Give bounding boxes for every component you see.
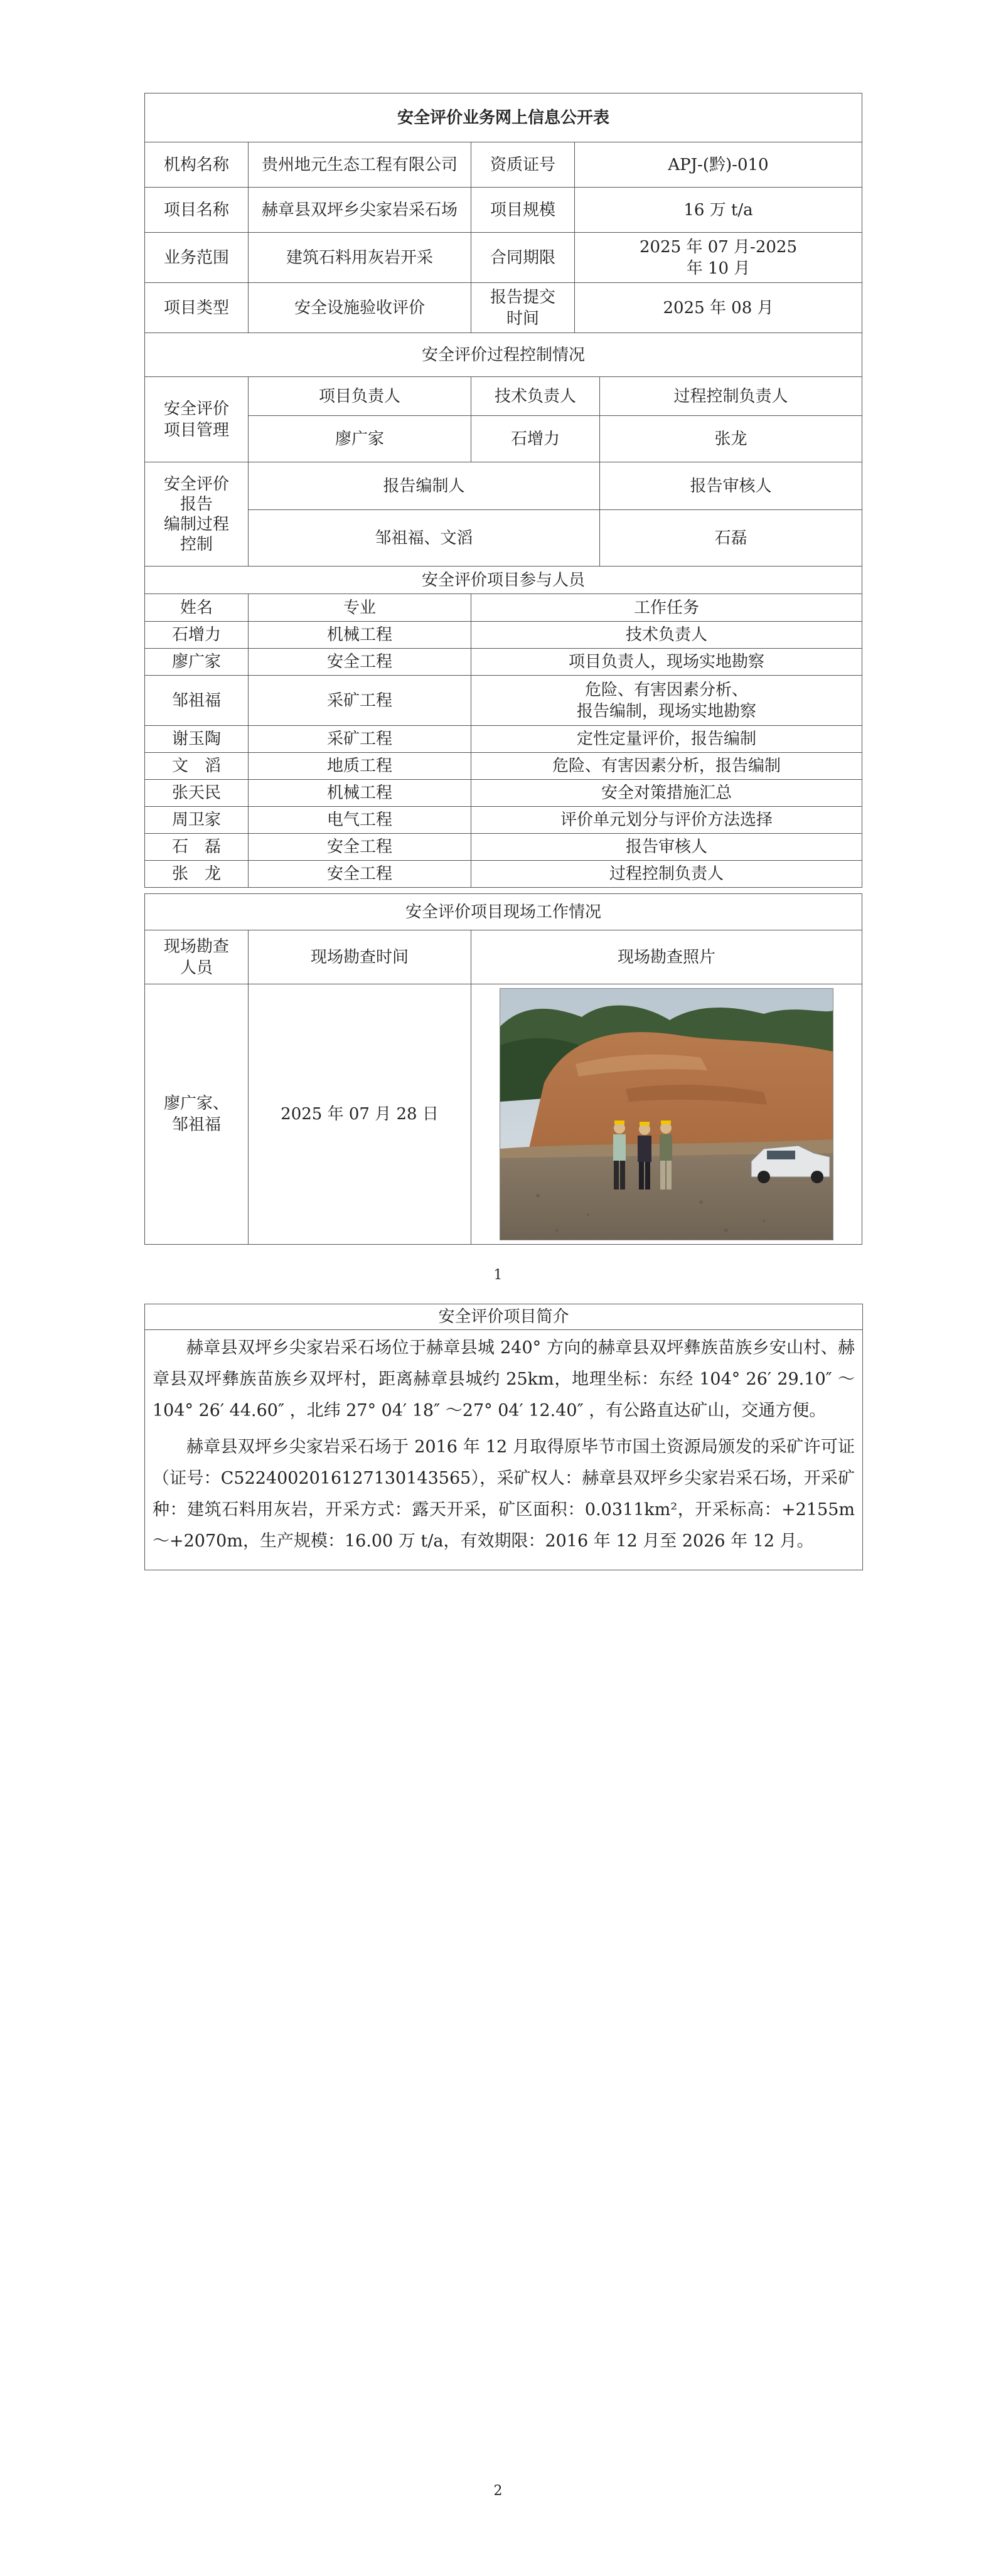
period-value: 2025 年 07 月-2025 年 10 月	[575, 233, 862, 283]
col-name-header: 姓名	[145, 594, 249, 622]
person-major: 机械工程	[249, 780, 471, 807]
table-row	[145, 753, 862, 780]
org-label: 机构名称	[145, 142, 249, 188]
page-number: 1	[493, 1267, 503, 1283]
intro-paragraph-1: 赫章县双坪乡尖家岩采石场位于赫章县城 240° 方向的赫章县双坪彝族苗族乡安山村、赫章县双坪彝族苗族乡双坪村，距离赫章县城约 25km，地理坐标：东经 104° 26′ 29.10″ ～104° 26′ 44.60″ ，北纬 27° 04′ 18″ ～27° 04′ 12.40″ ，有公路直达矿山，交通方便。	[153, 1338, 855, 1420]
intro-paragraph-2: 赫章县双坪乡尖家岩采石场于 2016 年 12 月取得原毕节市国土资源局颁发的采矿许可证（证号：C5224002016127130143565），采矿权人：赫章县双坪乡尖家岩采石场，开采矿种：建筑石料用灰岩，开采方式：露天开采，矿区面积：0.0311km²，开采标高：+2155m～+2070m，生产规模：16.00 万 t/a，有效期限：2016 年 12 月至 2026 年 12 月。	[153, 1437, 855, 1551]
tech-header: 技术负责人	[471, 377, 600, 416]
reviewer-value: 石磊	[600, 510, 862, 567]
scope-value: 建筑石料用灰岩开采	[249, 233, 471, 283]
cert-label: 资质证号	[471, 142, 575, 188]
table-row	[145, 807, 862, 834]
table-row	[145, 676, 862, 726]
table-row	[145, 622, 862, 649]
person-task: 项目负责人，现场实地勘察	[471, 649, 862, 676]
person-name: 谢玉陶	[145, 726, 249, 753]
cert-value: APJ-(黔)-010	[575, 142, 862, 188]
person-name: 廖广家	[145, 649, 249, 676]
site-photo-header: 现场勘查照片	[471, 930, 862, 984]
site-photo-cell	[471, 984, 862, 1245]
table-row	[145, 726, 862, 753]
person-major: 采矿工程	[249, 726, 471, 753]
col-task-header: 工作任务	[471, 594, 862, 622]
project-value: 赫章县双坪乡尖家岩采石场	[249, 188, 471, 233]
page-number: 2	[493, 2483, 503, 2499]
pm-value: 廖广家	[249, 416, 471, 462]
scale-label: 项目规模	[471, 188, 575, 233]
tech-value: 石增力	[471, 416, 600, 462]
intro-title: 安全评价项目简介	[145, 1304, 862, 1330]
person-name: 石增力	[145, 622, 249, 649]
site-people: 廖广家、 邹祖福	[145, 984, 249, 1245]
person-name: 文 滔	[145, 753, 249, 780]
report-label: 安全评价 报告 编制过程 控制	[145, 462, 249, 567]
site-table	[144, 893, 862, 1245]
person-major: 安全工程	[249, 649, 471, 676]
writer-header: 报告编制人	[249, 462, 600, 510]
table-row	[145, 649, 862, 676]
site-time: 2025 年 07 月 28 日	[249, 984, 471, 1245]
project-intro	[144, 1304, 863, 1570]
info-table	[144, 93, 862, 333]
process-table	[144, 333, 862, 567]
person-major: 安全工程	[249, 834, 471, 861]
pm-header: 项目负责人	[249, 377, 471, 416]
person-name: 张天民	[145, 780, 249, 807]
submit-label: 报告提交 时间	[471, 283, 575, 333]
personnel-table	[144, 566, 862, 888]
table-row	[145, 861, 862, 888]
mgmt-label: 安全评价 项目管理	[145, 377, 249, 462]
site-title: 安全评价项目现场工作情况	[145, 894, 862, 930]
site-photo	[500, 988, 833, 1240]
type-label: 项目类型	[145, 283, 249, 333]
reviewer-header: 报告审核人	[600, 462, 862, 510]
org-value: 贵州地元生态工程有限公司	[249, 142, 471, 188]
person-major: 采矿工程	[249, 676, 471, 726]
submit-value: 2025 年 08 月	[575, 283, 862, 333]
site-time-header: 现场勘查时间	[249, 930, 471, 984]
person-name: 周卫家	[145, 807, 249, 834]
writer-value: 邹祖福、文滔	[249, 510, 600, 567]
personnel-title: 安全评价项目参与人员	[145, 567, 862, 594]
person-major: 机械工程	[249, 622, 471, 649]
person-task: 过程控制负责人	[471, 861, 862, 888]
table-title: 安全评价业务网上信息公开表	[145, 93, 862, 142]
person-name: 张 龙	[145, 861, 249, 888]
col-major-header: 专业	[249, 594, 471, 622]
person-task: 技术负责人	[471, 622, 862, 649]
person-task: 定性定量评价，报告编制	[471, 726, 862, 753]
person-task: 评价单元划分与评价方法选择	[471, 807, 862, 834]
ctrl-header: 过程控制负责人	[600, 377, 862, 416]
person-task: 安全对策措施汇总	[471, 780, 862, 807]
person-task: 危险、有害因素分析，报告编制	[471, 753, 862, 780]
table-row	[145, 834, 862, 861]
period-label: 合同期限	[471, 233, 575, 283]
scale-value: 16 万 t/a	[575, 188, 862, 233]
table-row	[145, 780, 862, 807]
person-name: 石 磊	[145, 834, 249, 861]
scope-label: 业务范围	[145, 233, 249, 283]
ctrl-value: 张龙	[600, 416, 862, 462]
person-major: 安全工程	[249, 861, 471, 888]
site-people-header: 现场勘查 人员	[145, 930, 249, 984]
type-value: 安全设施验收评价	[249, 283, 471, 333]
person-major: 地质工程	[249, 753, 471, 780]
person-name: 邹祖福	[145, 676, 249, 726]
person-major: 电气工程	[249, 807, 471, 834]
person-task: 报告审核人	[471, 834, 862, 861]
process-title: 安全评价过程控制情况	[145, 333, 862, 377]
project-label: 项目名称	[145, 188, 249, 233]
person-task: 危险、有害因素分析、 报告编制，现场实地勘察	[471, 676, 862, 726]
